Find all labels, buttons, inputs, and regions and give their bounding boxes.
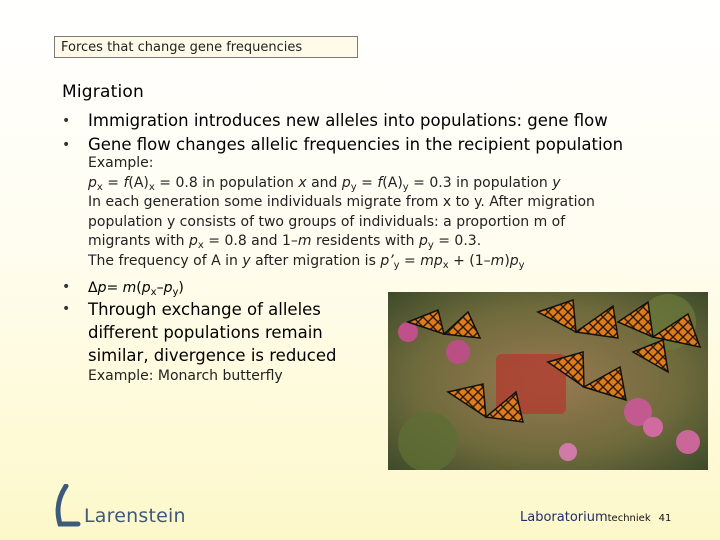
bullet-text: Through exchange of alleles different populations remain similar, divergence is reduced bbox=[88, 300, 337, 365]
bullet-dot-icon: • bbox=[62, 301, 71, 317]
bullet-text: $\Delta p= m(p_x-p_y)$ bbox=[88, 280, 184, 298]
example-line-freq: The frequency of A in y after migration is $p’_y = mp_x + (1-m)p_y$ bbox=[88, 252, 525, 271]
bullet-text: Gene flow changes allelic frequencies in the recipient population bbox=[88, 135, 624, 154]
example-block bbox=[88, 154, 595, 271]
logo-text: Larenstein bbox=[84, 505, 186, 527]
example-line-each: In each generation some individuals migrate from x to y. After migration bbox=[88, 194, 595, 210]
section-heading: Migration bbox=[62, 82, 144, 102]
monarch-butterfly-photo bbox=[388, 292, 708, 470]
example-line-mig: migrants with $p_x = 0.8$ and 1–m residents with $p_y = 0.3$. bbox=[88, 233, 482, 251]
footer-small: techniek bbox=[607, 513, 651, 524]
bullet-dot-icon: • bbox=[62, 137, 71, 153]
page-number: 41 bbox=[658, 513, 672, 524]
example-label: Example: bbox=[88, 155, 154, 171]
bullet-dot-icon: • bbox=[62, 113, 71, 129]
slide-title-box bbox=[54, 36, 358, 58]
example-monarch: Example: Monarch butterfly bbox=[88, 368, 283, 384]
example-line-px: $p_x = f(A)_x = 0.8$ in population x and $p_y = f(A)_y = 0.3$ in population y bbox=[88, 174, 561, 193]
bullet-text: Immigration introduces new alleles into populations: gene flow bbox=[88, 111, 608, 130]
example-line-pop: population y consists of two groups of individuals: a proportion m of bbox=[88, 213, 566, 230]
slide-title: Forces that change gene frequencies bbox=[61, 40, 303, 55]
footer-main: Laboratorium bbox=[520, 510, 608, 525]
bullet-dot-icon: • bbox=[62, 279, 71, 295]
slide-footer bbox=[520, 510, 671, 525]
